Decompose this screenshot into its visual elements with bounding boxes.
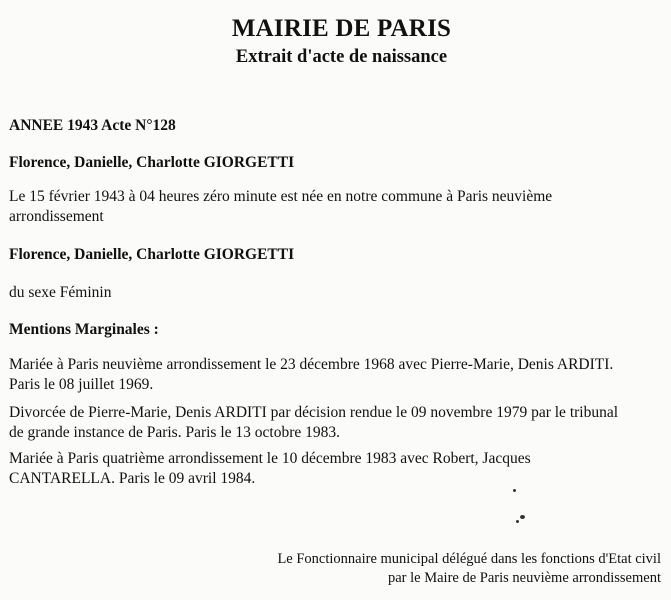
birth-statement-line: Le 15 février 1943 à 04 heures zéro minute est née en notre commune à Paris neuvième bbox=[9, 188, 553, 205]
signature-line: Le Fonctionnaire municipal délégué dans les fonctions d'Etat civil bbox=[277, 551, 661, 567]
mention-entry bbox=[9, 449, 669, 489]
person-name-heading: Florence, Danielle, Charlotte GIORGETTI bbox=[9, 154, 295, 171]
signature-line: par le Maire de Paris neuvième arrondissement bbox=[388, 570, 661, 586]
mentions-heading: Mentions Marginales : bbox=[9, 321, 159, 338]
mention-line: Mariée à Paris neuvième arrondissement le 23 décembre 1968 avec Pierre-Marie, Denis ARDITI. bbox=[9, 356, 614, 373]
birth-statement bbox=[9, 187, 669, 227]
document-subtitle: Extrait d'acte de naissance bbox=[235, 47, 448, 67]
person-name-repeat: Florence, Danielle, Charlotte GIORGETTI bbox=[9, 246, 295, 263]
birth-statement-line: arrondissement bbox=[9, 208, 104, 225]
paper-speck bbox=[516, 520, 519, 523]
paper-speck bbox=[513, 489, 516, 492]
mention-entry bbox=[9, 355, 669, 395]
mention-line: CANTARELLA. Paris le 09 avril 1984. bbox=[9, 470, 256, 487]
mention-entry bbox=[9, 403, 669, 443]
paper-speck bbox=[520, 515, 525, 519]
mention-line: Paris le 08 juillet 1969. bbox=[9, 376, 154, 393]
signature-block bbox=[277, 550, 661, 588]
sex-statement: du sexe Féminin bbox=[9, 284, 112, 301]
act-number: ANNEE 1943 Acte N°128 bbox=[9, 117, 176, 134]
mention-line: de grande instance de Paris. Paris le 13 octobre 1983. bbox=[9, 424, 341, 441]
mention-line: Divorcée de Pierre-Marie, Denis ARDITI par décision rendue le 09 novembre 1979 par le tribunal bbox=[9, 404, 619, 421]
document-title: MAIRIE DE PARIS bbox=[231, 15, 452, 42]
mention-line: Mariée à Paris quatrième arrondissement le 10 décembre 1983 avec Robert, Jacques bbox=[9, 450, 531, 467]
